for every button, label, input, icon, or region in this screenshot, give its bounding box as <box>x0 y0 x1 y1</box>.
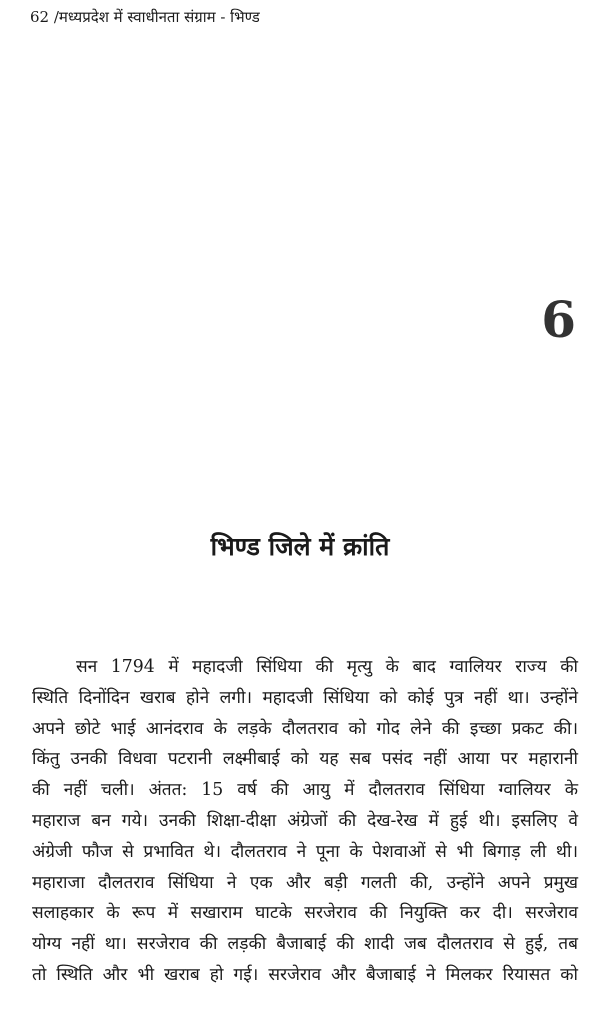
text-line: महाराज बन गये। उनकी शिक्षा-दीक्षा अंग्रेजों की देख-रेख में हुई थी। इसलिए वे <box>32 810 578 831</box>
body-paragraph <box>32 652 578 991</box>
text-line: अंग्रेजी फौज से प्रभावित थे। दौलतराव ने पूना के पेशवाओं से भी बिगाड़ ली थी। <box>32 841 578 862</box>
running-header: 62 /मध्यप्रदेश में स्वाधीनता संग्राम - भिण्ड <box>30 8 260 26</box>
chapter-number: 6 <box>541 290 576 349</box>
text-line: योग्य नहीं था। सरजेराव की लड़की बैजाबाई की शादी जब दौलतराव से हुई, तब <box>32 934 578 955</box>
text-line: किंतु उनकी विधवा पटरानी लक्ष्मीबाई को यह सब पसंद नहीं आया पर महारानी <box>32 749 578 770</box>
text-line: महाराजा दौलतराव सिंधिया ने एक और बड़ी गलती की, उन्होंने अपने प्रमुख <box>32 872 578 893</box>
text-line: सलाहकार के रूप में सखाराम घाटके सरजेराव की नियुक्ति कर दी। सरजेराव <box>32 903 578 924</box>
text-line: अपने छोटे भाई आनंदराव के लड़के दौलतराव को गोद लेने की इच्छा प्रकट की। <box>32 718 578 739</box>
text-line: सन 1794 में महादजी सिंधिया की मृत्यु के बाद ग्वालियर राज्य की <box>76 657 578 677</box>
text-line: की नहीं चली। अंतत: 15 वर्ष की आयु में दौलतराव सिंधिया ग्वालियर के <box>32 780 578 801</box>
text-line: स्थिति दिनोंदिन खराब होने लगी। महादजी सिंधिया को कोई पुत्र नहीं था। उन्होंने <box>32 687 578 708</box>
chapter-title: भिण्ड जिले में क्रांति <box>210 532 390 561</box>
text-line: तो स्थिति और भी खराब हो गई। सरजेराव और बैजाबाई ने मिलकर रियासत को <box>32 964 578 985</box>
